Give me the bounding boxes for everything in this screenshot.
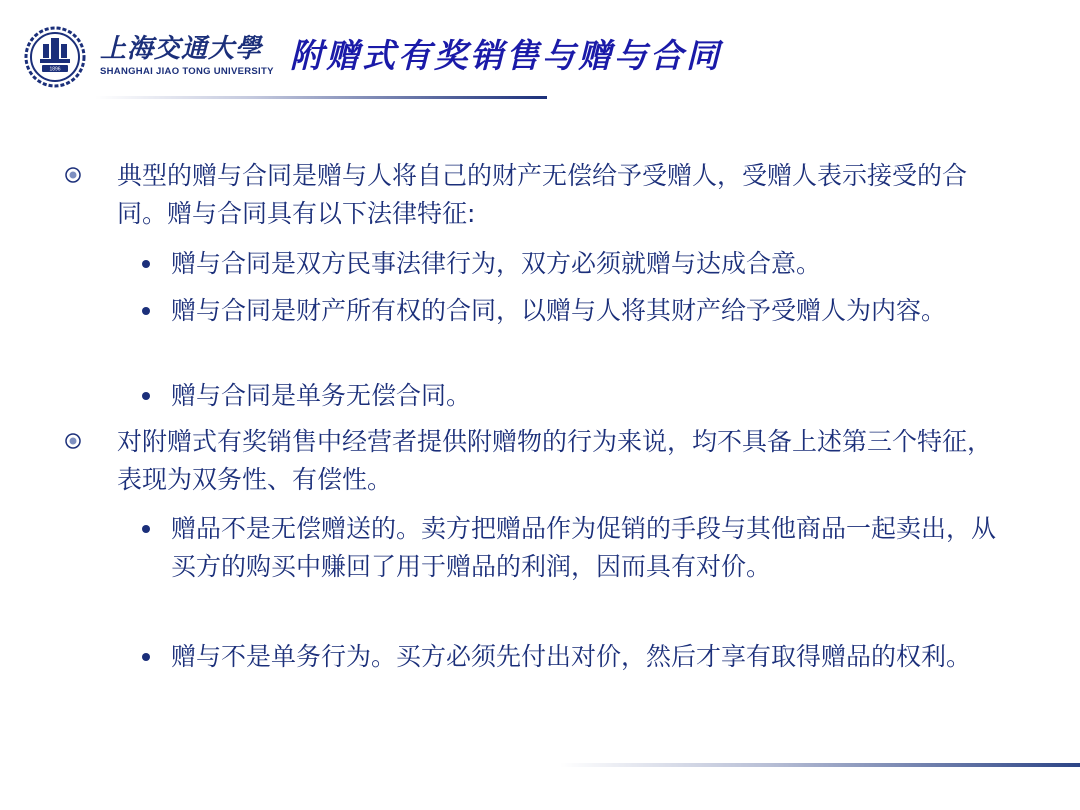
bullet-point-1: 典型的赠与合同是赠与人将自己的财产无偿给予受赠人，受赠人表示接受的合同。赠与合同具有以下法律特征:	[117, 161, 968, 228]
footer-divider	[560, 763, 1080, 767]
dot-bullet-icon	[142, 392, 150, 400]
bullet-point-2: 对附赠式有奖销售中经营者提供附赠物的行为来说，均不具备上述第三个特征，表现为双务性、有偿性。	[117, 427, 993, 494]
circle-bullet-icon	[63, 165, 83, 185]
dot-bullet-icon	[142, 307, 150, 315]
sub-point-2-1: 赠品不是无偿赠送的。卖方把赠品作为促销的手段与其他商品一起卖出，从买方的购买中赚回了用于赠品的利润，因而具有对价。	[171, 514, 997, 581]
dot-bullet-icon	[142, 653, 150, 661]
sub-point-1-2: 赠与合同是财产所有权的合同，以赠与人将其财产给予受赠人为内容。	[171, 296, 947, 325]
sub-point-2-2: 赠与不是单务行为。买方必须先付出对价，然后才享有取得赠品的权利。	[171, 642, 972, 671]
university-emblem-icon	[24, 26, 86, 88]
circle-bullet-icon	[63, 431, 83, 451]
university-name-cn: 上海交通大學	[100, 34, 263, 64]
sub-point-1-1: 赠与合同是双方民事法律行为，双方必须就赠与达成合意。	[171, 249, 822, 278]
svg-text:1896: 1896	[49, 66, 61, 73]
dot-bullet-icon	[142, 260, 150, 268]
dot-bullet-icon	[142, 525, 150, 533]
slide-title: 附赠式有奖销售与赠与合同	[290, 36, 722, 75]
header-divider	[95, 96, 547, 99]
university-name-en: SHANGHAI JIAO TONG UNIVERSITY	[100, 66, 274, 77]
slide-header	[0, 0, 1080, 110]
sub-point-1-3: 赠与合同是单务无偿合同。	[171, 381, 472, 410]
